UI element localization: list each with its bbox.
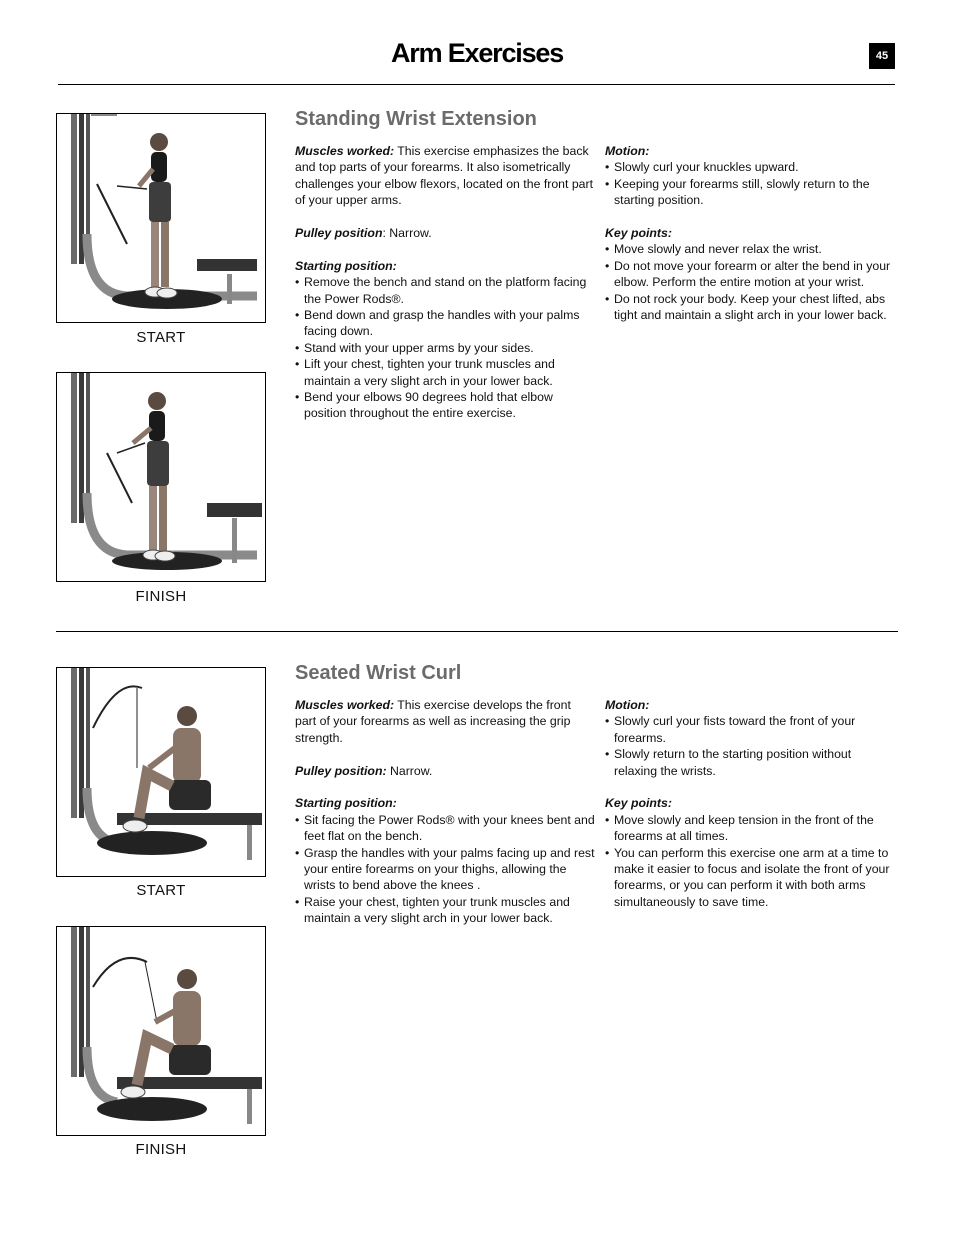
list-item: • Move slowly and never relax the wrist. [605,241,897,257]
standing-muscles-paragraph [295,143,595,209]
seated-key-list [605,812,897,910]
standing-section-title: Standing Wrist Extension [295,108,537,130]
list-item: • Do not rock your body. Keep your chest lifted, abs tight and maintain a slight arch in your lower back. [605,291,897,324]
standing-motion-list [605,159,897,208]
seated-muscles-paragraph [295,697,595,746]
list-item: • Slowly curl your knuckles upward. [605,159,897,175]
list-item: • Sit facing the Power Rods® with your knees bent and feet flat on the bench. [295,812,595,845]
seated-starting-label: Starting position: [295,796,397,811]
seated-right-column [605,697,897,910]
seated-start-caption: START [136,882,186,899]
standing-finish-caption: FINISH [135,588,187,605]
page-title: Arm Exercises [390,38,564,68]
seated-key-label: Key points: [605,796,672,811]
seated-start-illustration [57,668,265,876]
seated-finish-illustration [57,927,265,1135]
list-item: • Bend your elbows 90 degrees hold that elbow position throughout the entire exercise. [295,389,595,422]
standing-key-list [605,241,897,323]
standing-muscles-text: This exercise emphasizes the back and top parts of your forearms. It also isometrically challenges your elbow flexors, located on the front part of your upper arms. [295,144,594,208]
standing-key-block [605,225,897,323]
seated-motion-block [605,697,897,779]
seated-left-column [295,697,595,927]
seated-section-title: Seated Wrist Curl [295,662,462,684]
standing-finish-photo [56,372,266,582]
seated-motion-list [605,713,897,779]
section-divider [56,631,898,632]
list-item: • Bend down and grasp the handles with your palms facing down. [295,307,595,340]
standing-pulley-text: : Narrow. [382,226,432,241]
seated-muscles-label: Muscles worked: [295,698,395,712]
list-item: • Slowly return to the starting position without relaxing the wrists. [605,746,897,779]
seated-pulley-label: Pulley position: [295,763,387,778]
standing-right-column [605,143,897,323]
standing-pulley-label: Pulley position [295,226,383,241]
standing-starting-label: Starting position: [295,258,397,273]
standing-finish-illustration [57,373,265,581]
standing-start-illustration [57,114,265,322]
list-item: • Do not move your forearm or alter the bend in your elbow. Perform the entire motion at your wrist. [605,258,897,291]
seated-pulley-text: Narrow. [386,763,433,778]
list-item: • Slowly curl your fists toward the front of your forearms. [605,713,897,746]
standing-left-column [295,143,595,422]
seated-finish-caption: FINISH [135,1141,187,1158]
page-number-badge: 45 [869,43,895,69]
list-item: • Lift your chest, tighten your trunk muscles and maintain a very slight arch in your lower back. [295,356,595,389]
standing-motion-label: Motion: [605,144,650,158]
list-item: • Remove the bench and stand on the platform facing the Power Rods®. [295,274,595,307]
standing-start-caption: START [136,329,186,346]
standing-starting-list [295,274,595,422]
seated-start-photo [56,667,266,877]
standing-motion-block [605,143,897,209]
seated-finish-photo [56,926,266,1136]
list-item: • Raise your chest, tighten your trunk muscles and maintain a very slight arch in your lower back. [295,894,595,927]
standing-starting-block [295,258,595,422]
list-item: • Move slowly and keep tension in the front of the forearms at all times. [605,812,897,845]
standing-muscles-label: Muscles worked: [295,144,395,158]
seated-starting-block [295,795,595,926]
seated-key-block [605,795,897,910]
list-item: • You can perform this exercise one arm at a time to make it easier to focus and isolate the front of your forearms, or you can perform it with both arms simultaneously to save time. [605,845,897,911]
list-item: • Stand with your upper arms by your sides. [295,340,595,356]
seated-motion-label: Motion: [605,698,650,712]
standing-key-label: Key points: [605,226,672,241]
list-item: • Grasp the handles with your palms facing up and rest your entire forearms on your thighs, allowing the wrists to bend above the knees . [295,845,595,894]
seated-pulley-paragraph [295,763,595,779]
list-item: • Keeping your forearms still, slowly return to the starting position. [605,176,897,209]
seated-muscles-text: This exercise develops the front part of your forearms as well as increasing the grip strength. [295,698,571,745]
header-rule [58,84,895,85]
standing-pulley-paragraph [295,225,595,241]
seated-starting-list [295,812,595,927]
standing-start-photo [56,113,266,323]
